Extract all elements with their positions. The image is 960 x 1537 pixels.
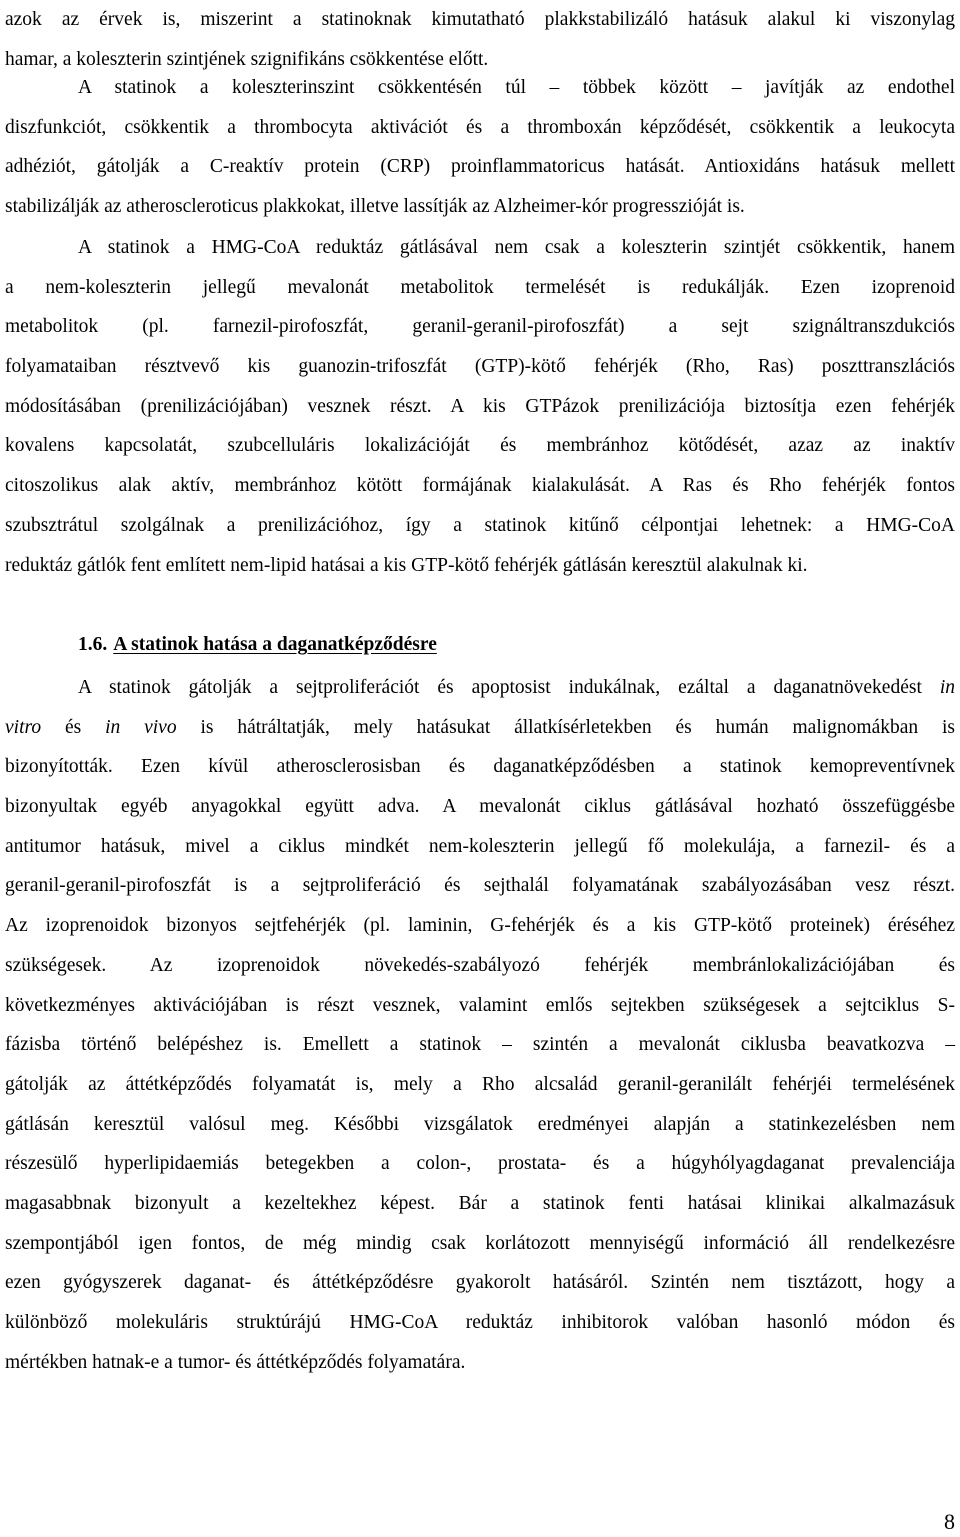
text-line: metabolitok (pl. farnezil-pirofoszfát, geranil-geranil-pirofoszfát) a sejt szignáltranszdukciós	[5, 316, 955, 338]
section-heading	[78, 630, 437, 660]
text-line: különböző molekuláris struktúrájú HMG-CoA reduktáz inhibitorok valóban hasonló módon és	[5, 1312, 955, 1333]
text-line: szempontjából igen fontos, de még mindig csak korlátozott mennyiségű információ áll rendelkezésre	[5, 1232, 955, 1254]
text-line: bizonyították. Ezen kívül atherosclerosisban és daganatképződésben a statinok kemopreventívnek	[5, 756, 955, 778]
text-line: kovalens kapcsolatát, szubcelluláris lokalizációját és membránhoz kötődését, azaz az inaktív	[5, 435, 955, 457]
text-line: bizonyultak egyéb anyagokkal együtt adva. A mevalonát ciklus gátlásával hozható összefüggésbe	[5, 796, 955, 818]
text-line: Az izoprenoidok bizonyos sejtfehérjék (pl. laminin, G-fehérjék és a kis GTP-kötő proteinek) éréséhez	[5, 915, 955, 937]
text-line	[5, 668, 955, 708]
text-line: a nem-koleszterin jellegű mevalonát metabolitok termelését is redukálják. Ezen izoprenoid	[5, 276, 955, 298]
text-line: antitumor hatásuk, mivel a ciklus mindkét nem-koleszterin jellegű fő molekulája, a farnezil- és a	[5, 835, 955, 857]
text-line: A statinok a HMG-CoA reduktáz gátlásával nem csak a koleszterin szintjét csökkentik, hanem	[78, 237, 955, 258]
text-line: szükségesek. Az izoprenoidok növekedés-szabályozó fehérjék membránlokalizációjában és	[5, 954, 955, 976]
section-number: 1.6.	[78, 634, 108, 655]
section-title: A statinok hatása a daganatképződésre	[113, 634, 437, 655]
paragraph-endothel	[5, 68, 955, 227]
italic-term: in vivo	[105, 716, 177, 738]
text-segment: is hátráltatják, mely hatásukat állatkísérletekben és humán malignomákban is	[176, 716, 955, 738]
text-line: magasabbnak bizonyult a kezeltekhez képest. Bár a statinok fenti hatásai klinikai alkalmazásuk	[5, 1192, 955, 1214]
text-segment: A statinok gátolják a sejtproliferációt és apoptosist indukálnak, ezáltal a daganatnövekedést	[78, 677, 940, 698]
text-line: folyamataiban résztvevő kis guanozin-trifoszfát (GTP)-kötő fehérjék (Rho, Ras) poszttranszlációs	[5, 356, 955, 378]
text-line: ezen gyógyszerek daganat- és áttétképződésre gyakorolt hatásáról. Szintén nem tisztázott, hogy a	[5, 1272, 955, 1294]
text-line: hamar, a koleszterin szintjének szignifikáns csökkentése előtt.	[5, 48, 489, 70]
text-line: mértékben hatnak-e a tumor- és áttétképződés folyamatára.	[5, 1351, 466, 1373]
text-line: módosításában (prenilizációjában) vesznek részt. A kis GTPázok prenilizációja biztosítja ezen fehérjék	[5, 395, 955, 417]
italic-term: in	[939, 677, 955, 698]
italic-term: vitro	[5, 716, 42, 738]
paragraph-cancer	[5, 668, 955, 1382]
page-number: 8	[944, 1509, 955, 1534]
text-segment: és	[41, 716, 106, 738]
text-line: citoszolikus alak aktív, membránhoz kötött formájának kialakulását. A Ras és Rho fehérjék fontos	[5, 475, 955, 497]
text-line: gátlásán keresztül valósul meg. Későbbi vizsgálatok eredményei alapján a statinkezelésben nem	[5, 1113, 955, 1135]
paragraph-hmg-coa	[5, 228, 955, 585]
text-line: részesülő hyperlipidaemiás betegekben a colon-, prostata- és a húgyhólyagdaganat prevalenciája	[5, 1153, 955, 1175]
text-line: fázisba történő belépéshez is. Emellett a statinok – szintén a mevalonát ciklusba beavatkozva –	[5, 1034, 955, 1056]
text-line: geranil-geranil-pirofoszfát is a sejtproliferáció és sejthalál folyamatának szabályozásában vesz részt.	[5, 875, 955, 897]
text-line: adhéziót, gátolják a C-reaktív protein (CRP) proinflammatoricus hatását. Antioxidáns hatásuk mellett	[5, 156, 955, 178]
text-line: stabilizálják az atheroscleroticus plakkokat, illetve lassítják az Alzheimer-kór progresszióját is.	[5, 196, 745, 218]
text-line: következményes aktivációjában is részt vesznek, valamint emlős sejtekben szükségesek a sejtciklus S-	[5, 994, 955, 1016]
text-line: gátolják az áttétképződés folyamatát is, mely a Rho alcsalád geranil-geranilált fehérjéi termelésének	[5, 1073, 955, 1095]
text-line: A statinok a koleszterinszint csökkentésén túl – többek között – javítják az endothel	[78, 77, 955, 98]
text-line: reduktáz gátlók fent említett nem-lipid hatásai a kis GTP-kötő fehérjék gátlásán keresztül alakulnak ki.	[5, 554, 808, 576]
text-line	[5, 708, 955, 748]
text-line: szubsztrátul szolgálnak a prenilizációhoz, így a statinok kitűnő célpontjai lehetnek: a HMG-CoA	[5, 514, 955, 536]
text-line: azok az érvek is, miszerint a statinoknak kimutatható plakkstabilizáló hatásuk alakul ki viszonylag	[5, 9, 955, 30]
text-line: diszfunkciót, csökkentik a thrombocyta aktivációt és a thromboxán képződését, csökkentik a leukocyta	[5, 116, 955, 138]
